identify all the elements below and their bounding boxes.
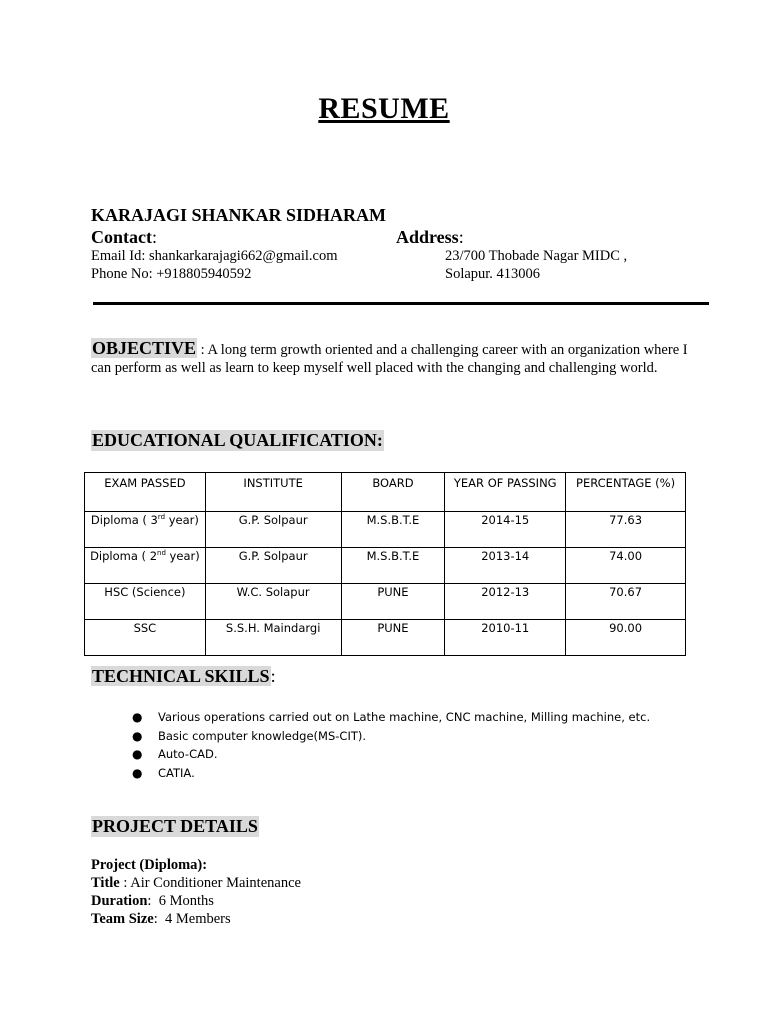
candidate-name: KARAJAGI SHANKAR SIDHARAM <box>91 205 387 225</box>
percentage-cell: 77.63 <box>566 512 686 548</box>
bullet-icon: ● <box>132 747 143 761</box>
year-cell: 2014-15 <box>445 512 566 548</box>
bullet-icon: ● <box>132 710 143 724</box>
table-row <box>85 620 686 656</box>
column-header: INSTITUTE <box>205 473 341 512</box>
column-header: PERCENTAGE (%) <box>566 473 686 512</box>
column-header: YEAR OF PASSING <box>445 473 566 512</box>
education-heading: EDUCATIONAL QUALIFICATION: <box>92 430 383 450</box>
phone-line <box>91 266 251 283</box>
exam-cell: Diploma ( 3rd year) <box>85 512 206 548</box>
address-label: Address <box>396 227 459 247</box>
project-title: Air Conditioner Maintenance <box>130 875 301 891</box>
objective-heading: OBJECTIVE <box>92 338 197 358</box>
address-heading: Address: <box>396 227 464 247</box>
board-cell: M.S.B.T.E <box>341 512 445 548</box>
address-line-1: 23/700 Thobade Nagar MIDC , <box>445 248 628 264</box>
table-header-row <box>85 473 686 512</box>
list-item: ● Auto-CAD. <box>132 745 650 764</box>
column-header: EXAM PASSED <box>85 473 206 512</box>
contact-heading: Contact: <box>91 227 158 247</box>
table-row <box>85 512 686 548</box>
institute-cell: W.C. Solapur <box>205 584 341 620</box>
email-line <box>91 248 338 265</box>
board-cell: PUNE <box>341 620 445 656</box>
table-row <box>85 584 686 620</box>
percentage-cell: 74.00 <box>566 548 686 584</box>
bullet-icon: ● <box>132 728 143 743</box>
phone-value: +918805940592 <box>156 266 252 282</box>
skills-list <box>132 708 650 782</box>
email-label: Email Id: <box>91 248 146 264</box>
list-item: ● CATIA. <box>132 764 650 783</box>
board-cell: M.S.B.T.E <box>341 548 445 584</box>
project-duration-line: Duration: 6 Months <box>91 893 214 909</box>
percentage-cell: 70.67 <box>566 584 686 620</box>
address-line-2: Solapur. 413006 <box>445 266 541 282</box>
bullet-icon: ● <box>132 765 143 780</box>
contact-label: Contact <box>91 227 152 247</box>
project-team-line: Team Size: 4 Members <box>91 911 231 927</box>
project-title-line: Title : Air Conditioner Maintenance <box>91 875 301 891</box>
project-team: 4 Members <box>164 911 231 927</box>
list-item: ● Various operations carried out on Lathe machine, CNC machine, Milling machine, etc. <box>132 708 650 727</box>
institute-cell: S.S.H. Maindargi <box>205 620 341 656</box>
skills-heading-line: TECHNICAL SKILLS: <box>92 666 276 686</box>
skills-heading: TECHNICAL SKILLS <box>92 666 270 686</box>
year-cell: 2013-14 <box>445 548 566 584</box>
project-duration: 6 Months <box>158 893 214 909</box>
percentage-cell: 90.00 <box>566 620 686 656</box>
page-title: RESUME <box>318 92 450 125</box>
year-cell: 2012-13 <box>445 584 566 620</box>
institute-cell: G.P. Solpaur <box>205 512 341 548</box>
header-divider <box>93 302 709 305</box>
objective-section: OBJECTIVE : A long term growth oriented and a challenging career with an organization where I can perform as well as learn to keep myself well placed with the changing and challenging world. <box>91 338 688 376</box>
column-header: BOARD <box>341 473 445 512</box>
institute-cell: G.P. Solpaur <box>205 548 341 584</box>
year-cell: 2010-11 <box>445 620 566 656</box>
education-table <box>84 472 686 656</box>
objective-text: A long term growth oriented and a challenging career with an organization where I can perform as well as learn to keep myself well placed with the changing and challenging world. <box>91 342 688 376</box>
project-subheading: Project (Diploma): <box>91 857 208 873</box>
phone-label: Phone No: <box>91 266 153 282</box>
board-cell: PUNE <box>341 584 445 620</box>
exam-cell: HSC (Science) <box>85 584 206 620</box>
email-value: shankarkarajagi662@gmail.com <box>149 248 338 264</box>
exam-cell: SSC <box>85 620 206 656</box>
table-row <box>85 548 686 584</box>
list-item: ● Basic computer knowledge(MS-CIT). <box>132 727 650 746</box>
project-heading: PROJECT DETAILS <box>92 816 258 836</box>
exam-cell: Diploma ( 2nd year) <box>85 548 206 584</box>
